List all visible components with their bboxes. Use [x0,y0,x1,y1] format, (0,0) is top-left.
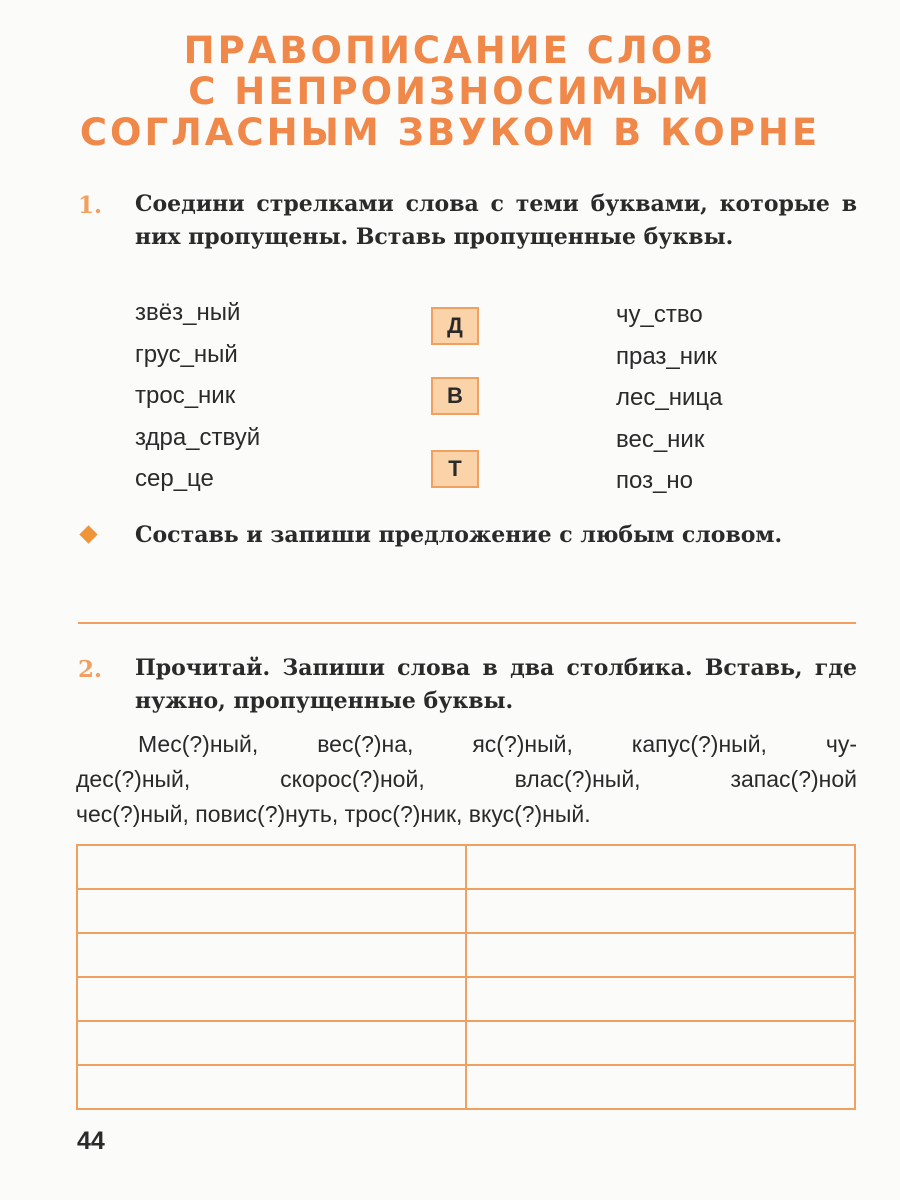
left-word[interactable]: грус_ный [135,340,238,368]
word-passage [76,727,857,832]
right-word[interactable]: лес_ница [616,384,723,411]
right-word[interactable]: чу_ство [616,301,703,328]
right-word[interactable]: праз_ник [616,342,717,370]
passage-line: дес(?)ный, скорос(?)ной, влас(?)ный, запас(?)ной [76,766,857,792]
table-cell-right[interactable] [466,845,855,889]
writing-line[interactable] [78,622,856,624]
left-word[interactable]: звёз_ный [135,299,241,326]
passage-line: Мес(?)ный, вес(?)на, яс(?)ный, капус(?)ный, чу- [138,731,857,757]
diamond-bullet-icon [79,525,97,543]
letter-box-t[interactable]: Т [431,450,479,488]
table-row [77,1065,855,1109]
table-cell-right[interactable] [466,1021,855,1065]
table-cell-left[interactable] [77,977,466,1021]
left-word[interactable]: сер_це [135,465,214,492]
answer-table [76,844,856,1110]
task-1-number: 1. [78,192,103,219]
passage-line: чес(?)ный, повис(?)нуть, трос(?)ник, вкус(?)ный. [76,801,591,827]
title-line-2: С НЕПРОИЗНОСИМЫМ [188,70,712,113]
table-cell-left[interactable] [77,845,466,889]
table-row [77,977,855,1021]
table-cell-left[interactable] [77,889,466,933]
letter-box-d[interactable]: Д [431,307,479,345]
table-row [77,889,855,933]
table-row [77,845,855,889]
left-word[interactable]: трос_ник [135,382,236,409]
left-word[interactable]: здра_ствуй [135,423,261,451]
table-cell-left[interactable] [77,1065,466,1109]
left-word-list [135,298,260,506]
table-cell-right[interactable] [466,977,855,1021]
page-title [0,30,900,153]
subtask-instruction: Составь и запиши предложение с любым словом. [135,522,783,548]
task-2-number: 2. [78,656,103,683]
table-cell-right[interactable] [466,1065,855,1109]
right-word[interactable]: поз_но [616,467,694,494]
table-cell-left[interactable] [77,1021,466,1065]
table-cell-right[interactable] [466,889,855,933]
title-line-1: ПРАВОПИСАНИЕ СЛОВ [183,29,717,72]
letter-box-v[interactable]: В [431,377,479,415]
task-2-instruction: Прочитай. Запиши слова в два столбика. Вставь, где нужно, пропущенные буквы. [135,655,857,714]
right-word[interactable]: вес_ник [616,425,705,453]
table-row [77,933,855,977]
title-line-3: СОГЛАСНЫМ ЗВУКОМ В КОРНЕ [79,111,821,154]
table-cell-right[interactable] [466,933,855,977]
table-cell-left[interactable] [77,933,466,977]
task-1-instruction: Соедини стрелками слова с теми буквами, которые в них пропущены. Вставь пропущенные буквы. [135,191,857,250]
page-number: 44 [77,1127,105,1155]
table-row [77,1021,855,1065]
right-word-list [616,300,722,508]
